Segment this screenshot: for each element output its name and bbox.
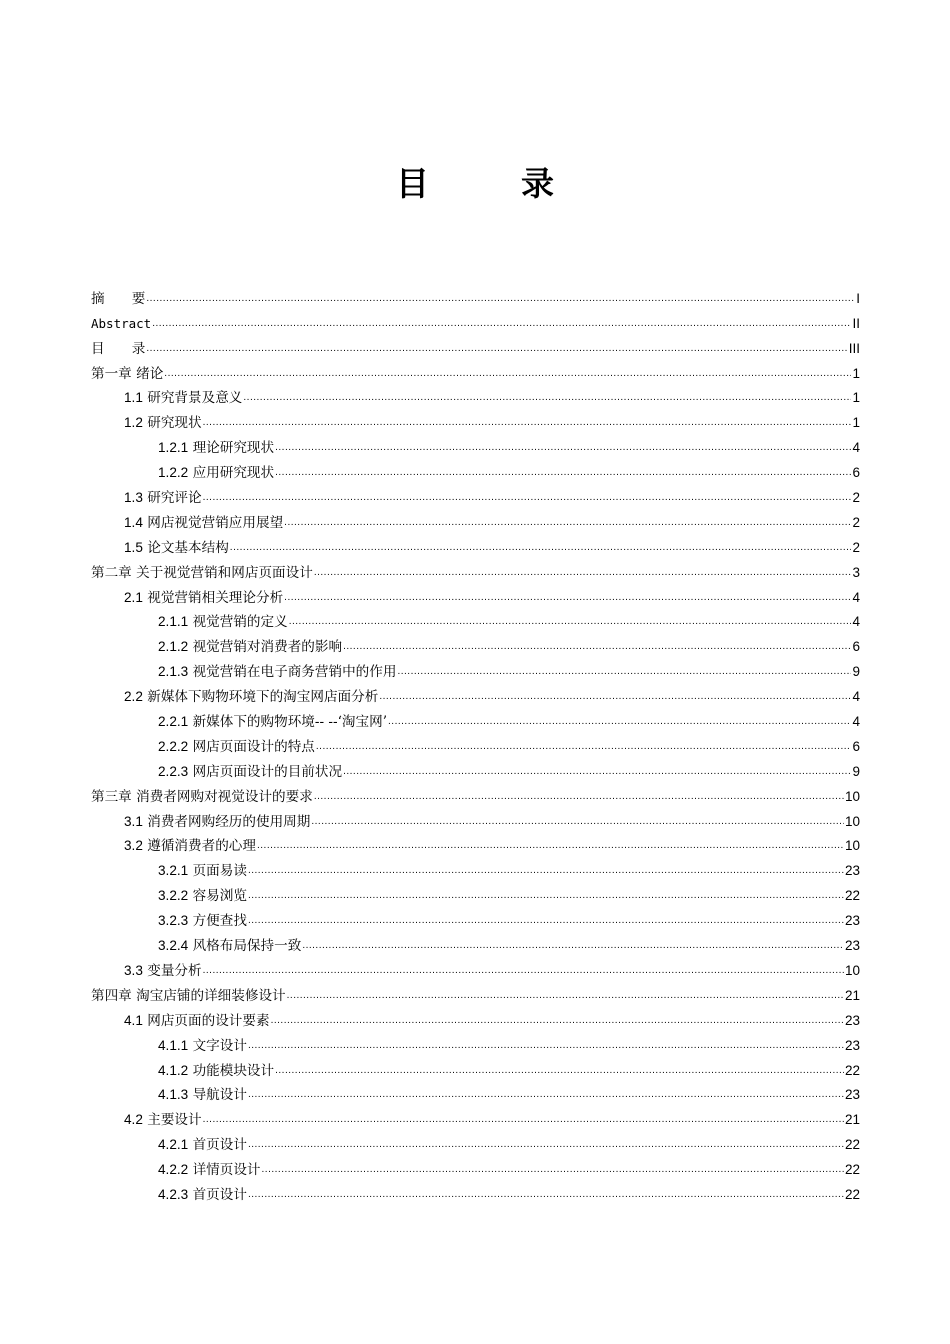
toc-entry-subsection[interactable]: 2.2.1 新媒体下的购物环境-- --‘淘宝网’ ..... 4 xyxy=(91,706,860,731)
toc-entry-subsection[interactable]: 4.2.1 首页设计 ..... 22 xyxy=(91,1129,860,1154)
toc-leader xyxy=(397,663,851,681)
toc-leader xyxy=(203,1111,844,1129)
toc-entry-section[interactable]: 4.2 主要设计 ..... 21 xyxy=(91,1104,860,1129)
toc-entry-section[interactable]: 1.2 研究现状 ..... 1 xyxy=(91,407,860,432)
toc-entry-subsection[interactable]: 2.2.3 网店页面设计的目前状况 ..... 9 xyxy=(91,756,860,781)
toc-entry-chapter-2[interactable]: 第二章 关于视觉营销和网店页面设计 ..... 3 xyxy=(91,557,860,582)
toc-leader xyxy=(248,1136,844,1154)
toc-leader xyxy=(262,1161,844,1179)
toc-leader xyxy=(284,589,851,607)
toc-entry-subsection[interactable]: 1.2.2 应用研究现状 ..... 6 xyxy=(91,457,860,482)
toc-leader xyxy=(343,638,851,656)
toc-entry-section[interactable]: 2.2 新媒体下购物环境下的淘宝网店面分析 ..... 4 xyxy=(91,681,860,706)
toc-entry-subsection[interactable]: 3.2.4 风格布局保持一致 ..... 23 xyxy=(91,930,860,955)
toc-entry-subsection[interactable]: 4.1.2 功能模块设计 ..... 22 xyxy=(91,1055,860,1080)
toc-entry-section[interactable]: 3.1 消费者网购经历的使用周期 ..... 10 xyxy=(91,806,860,831)
toc-leader xyxy=(203,414,852,432)
table-of-contents xyxy=(91,283,860,1204)
toc-leader xyxy=(284,514,851,532)
toc-entry-abstract-cn[interactable]: 摘 要 ..... I xyxy=(91,283,860,308)
toc-entry-subsection[interactable]: 4.2.3 首页设计 ..... 22 xyxy=(91,1179,860,1204)
toc-leader xyxy=(257,837,844,855)
toc-leader xyxy=(287,987,844,1005)
title-char-1: 目 xyxy=(396,164,429,203)
toc-entry-subsection[interactable]: 2.1.3 视觉营销在电子商务营销中的作用 ..... 9 xyxy=(91,656,860,681)
toc-leader xyxy=(314,564,852,582)
toc-entry-subsection[interactable]: 2.1.1 视觉营销的定义 ..... 4 xyxy=(91,607,860,632)
toc-leader xyxy=(271,1012,844,1030)
toc-leader xyxy=(379,688,851,706)
toc-leader xyxy=(248,1186,844,1204)
toc-leader xyxy=(248,912,844,930)
toc-leader xyxy=(248,887,844,905)
toc-leader xyxy=(230,539,852,557)
toc-leader xyxy=(302,937,844,955)
toc-leader xyxy=(275,439,851,457)
toc-entry-subsection[interactable]: 3.2.1 页面易读 ..... 23 xyxy=(91,855,860,880)
toc-leader xyxy=(275,1062,844,1080)
toc-leader xyxy=(289,613,852,631)
toc-leader xyxy=(275,464,851,482)
toc-entry-subsection[interactable]: 2.1.2 视觉营销对消费者的影响 ..... 6 xyxy=(91,631,860,656)
toc-entry-section[interactable]: 1.3 研究评论 ..... 2 xyxy=(91,482,860,507)
toc-leader xyxy=(343,763,851,781)
toc-leader xyxy=(243,389,851,407)
toc-leader xyxy=(248,862,844,880)
toc-entry-section[interactable]: 4.1 网店页面的设计要素 ..... 23 xyxy=(91,1005,860,1030)
toc-entry-section[interactable]: 1.4 网店视觉营销应用展望 ..... 2 xyxy=(91,507,860,532)
toc-entry-subsection[interactable]: 4.1.1 文字设计 ..... 23 xyxy=(91,1030,860,1055)
toc-entry-abstract-en[interactable]: Abstract ..... II xyxy=(91,308,860,333)
toc-entry-section[interactable]: 3.2 遵循消费者的心理 ..... 10 xyxy=(91,831,860,856)
toc-entry-subsection[interactable]: 3.2.3 方便查找 ..... 23 xyxy=(91,905,860,930)
toc-entry-chapter-4[interactable]: 第四章 淘宝店铺的详细装修设计 ..... 21 xyxy=(91,980,860,1005)
toc-leader xyxy=(311,813,844,831)
toc-leader xyxy=(248,1086,844,1104)
toc-leader xyxy=(316,738,852,756)
toc-entry-section[interactable]: 2.1 视觉营销相关理论分析 ..... 4 xyxy=(91,582,860,607)
toc-leader xyxy=(146,340,847,358)
toc-leader xyxy=(388,713,851,731)
toc-leader xyxy=(203,489,852,507)
toc-entry-chapter-1[interactable]: 第一章 绪论 ..... 1 xyxy=(91,358,860,383)
toc-entry-subsection[interactable]: 3.2.2 容易浏览 ..... 22 xyxy=(91,880,860,905)
toc-entry-section[interactable]: 3.3 变量分析 ..... 10 xyxy=(91,955,860,980)
toc-leader xyxy=(152,315,851,333)
toc-leader xyxy=(314,788,844,806)
toc-entry-subsection[interactable]: 4.1.3 导航设计 ..... 23 xyxy=(91,1080,860,1105)
toc-entry-section[interactable]: 1.1 研究背景及意义 ..... 1 xyxy=(91,383,860,408)
toc-leader xyxy=(146,290,855,308)
toc-entry-contents[interactable]: 目 录 ..... III xyxy=(91,333,860,358)
toc-entry-section[interactable]: 1.5 论文基本结构 ..... 2 xyxy=(91,532,860,557)
toc-entry-subsection[interactable]: 2.2.2 网店页面设计的特点 ..... 6 xyxy=(91,731,860,756)
page-title xyxy=(0,158,950,205)
toc-entry-chapter-3[interactable]: 第三章 消费者网购对视觉设计的要求 ..... 10 xyxy=(91,781,860,806)
toc-leader xyxy=(203,962,844,980)
toc-entry-subsection[interactable]: 4.2.2 详情页设计 ..... 22 xyxy=(91,1154,860,1179)
toc-leader xyxy=(248,1037,844,1055)
title-char-2: 录 xyxy=(521,164,554,203)
toc-leader xyxy=(164,365,851,383)
toc-entry-subsection[interactable]: 1.2.1 理论研究现状 ..... 4 xyxy=(91,432,860,457)
